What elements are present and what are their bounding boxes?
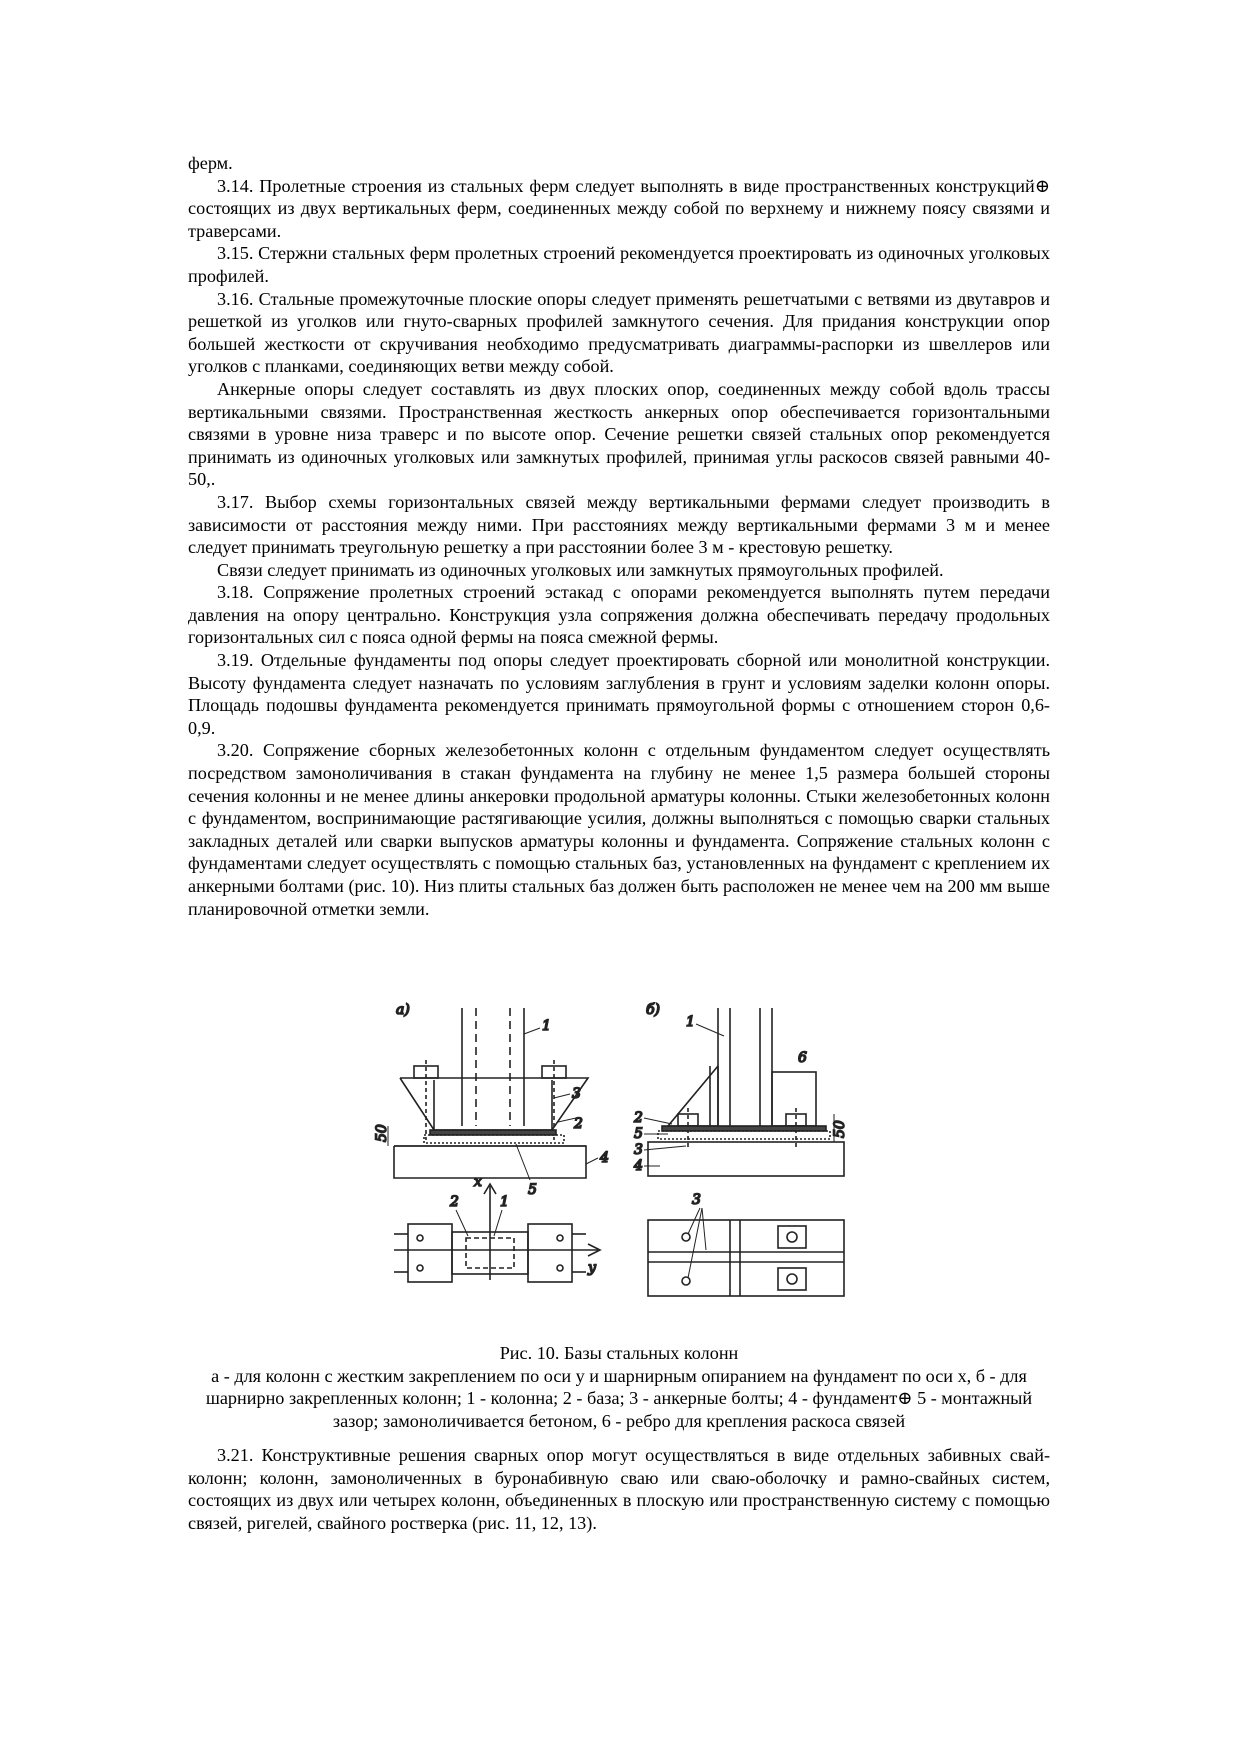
figure-steel-column-bases bbox=[374, 1000, 870, 1320]
technical-drawing bbox=[374, 1000, 870, 1320]
paragraph-3-15: 3.15. Стержни стальных ферм пролетных строений рекомендуется проектировать из одиночных уголковых профилей. bbox=[188, 243, 1050, 286]
callout-3b: 3 bbox=[634, 1142, 643, 1158]
caption-title: Рис. 10. Базы стальных колонн bbox=[499, 1343, 739, 1363]
callout-4b: 4 bbox=[634, 1158, 643, 1174]
callout-6b: 6 bbox=[798, 1050, 807, 1066]
paragraph-3-14: 3.14. Пролетные строения из стальных ферм следует выполнять в виде пространственных конструкций⊕ состоящих из двух вертикальных ферм, соединенных между собой по верхнему и нижнему поясу связями и траверсами. bbox=[188, 175, 1050, 241]
axis-x-label: x bbox=[474, 1174, 482, 1190]
paragraph-3-16: 3.16. Стальные промежуточные плоские опоры следует применять решетчатыми с ветвями из двутавров и решеткой из уголков или гнуто-сварных профилей замкнутого сечения. Для придания конструкции опор большей жесткости от скручивания необходимо предусматривать диаграммы-распорки из швеллеров или уголков с планками, соединяющих ветви между собой. bbox=[188, 288, 1050, 377]
dim-label-a: 50 bbox=[374, 1124, 390, 1142]
callout-3a: 3 bbox=[572, 1086, 581, 1102]
callout-1a: 1 bbox=[542, 1018, 551, 1034]
paragraph-3-19: 3.19. Отдельные фундаменты под опоры следует проектировать сборной или монолитной конструкции. Высоту фундамента следует назначать по условиям заглубления в грунт и условиям заделки колонн опоры. Площадь подошвы фундамента рекомендуется принимать прямоугольной формы с отношением сторон 0,6-0,9. bbox=[188, 650, 1050, 738]
callout-1b: 1 bbox=[686, 1014, 695, 1030]
callout-2b: 2 bbox=[634, 1110, 643, 1126]
callout-4a: 4 bbox=[600, 1150, 609, 1166]
label-b: б) bbox=[646, 1002, 661, 1018]
figure-caption bbox=[188, 1342, 1050, 1432]
paragraph-3-20: 3.20. Сопряжение сборных железобетонных колонн с отдельным фундаментом следует осуществлять посредством замоноличивания в стакан фундамента на глубину не менее 1,5 размера большей стороны сечения колонны и не менее длины анкеровки продольной арматуры колонны. Стыки железобетонных колонн с фундаментом, воспринимающие растягивающие усилия, должны выполняться с помощью сварки стальных закладных деталей или сварки выпусков арматуры колонны и фундамента. Сопряжение стальных колонн с фундаментами следует осуществлять с помощью стальных баз, установленных на фундамент с креплением их анкерными болтами (рис. 10). Низ плиты стальных баз должен быть расположен не менее чем на 200 мм выше планировочной отметки земли. bbox=[188, 740, 1050, 919]
callout-5a: 5 bbox=[528, 1182, 537, 1198]
body-text-top bbox=[188, 152, 1050, 920]
axis-y-label: y bbox=[588, 1260, 596, 1276]
body-text-bottom bbox=[188, 1444, 1050, 1534]
callout-2a-plan: 2 bbox=[450, 1194, 459, 1210]
label-a: а) bbox=[396, 1002, 410, 1018]
callout-1a-plan: 1 bbox=[500, 1194, 509, 1210]
dim-label-b: 50 bbox=[832, 1120, 848, 1138]
paragraph-anchor-supports: Анкерные опоры следует составлять из двух плоских опор, соединенных между собой вдоль трассы вертикальными связями. Пространственная жесткость анкерных опор обеспечивается горизонтальными связями в уровне низа траверс и по высоте опор. Сечение решетки связей стальных опор рекомендуется принимать из одиночных уголковых или замкнутых профилей, принимая углы раскосов связей равными 40-50,. bbox=[188, 378, 1050, 490]
callout-3b-plan: 3 bbox=[692, 1192, 701, 1208]
callout-2a: 2 bbox=[574, 1116, 583, 1132]
paragraph-bracing: Связи следует принимать из одиночных уголковых или замкнутых прямоугольных профилей. bbox=[217, 559, 944, 580]
paragraph-3-18: 3.18. Сопряжение пролетных строений эстакад с опорами рекомендуется выполнять путем передачи давления на опору центрально. Конструкция узла сопряжения должна обеспечивать передачу продольных горизонтальных сил с пояса одной фермы на пояса смежной фермы. bbox=[188, 582, 1050, 648]
paragraph: ферм. bbox=[188, 153, 233, 173]
caption-body: а - для колонн с жестким закреплением по оси у и шарнирным опиранием на фундамент по оси х, б - для шарнирно закрепленных колонн; 1 - колонна; 2 - база; 3 - анкерные болты; 4 - фундамент⊕ 5 - монтажный зазор; замоноличивается бетоном, 6 - ребро для крепления раскоса связей bbox=[205, 1365, 1033, 1431]
paragraph-3-21: 3.21. Конструктивные решения сварных опор могут осуществляться в виде отдельных забивных свай-колонн; колонн, замоноличенных в буронабивную сваю или сваю-оболочку и рамно-свайных систем, состоящих из двух или четырех колонн, объединенных в плоскую или пространственную систему с помощью связей, ригелей, свайного ростверка (рис. 11, 12, 13). bbox=[188, 1445, 1050, 1533]
callout-5b: 5 bbox=[634, 1126, 643, 1142]
paragraph-3-17: 3.17. Выбор схемы горизонтальных связей между вертикальными фермами следует производить в зависимости от расстояния между ними. При расстояниях между вертикальными фермами 3 м и менее следует принимать треугольную решетку а при расстоянии более 3 м - крестовую решетку. bbox=[188, 491, 1050, 558]
